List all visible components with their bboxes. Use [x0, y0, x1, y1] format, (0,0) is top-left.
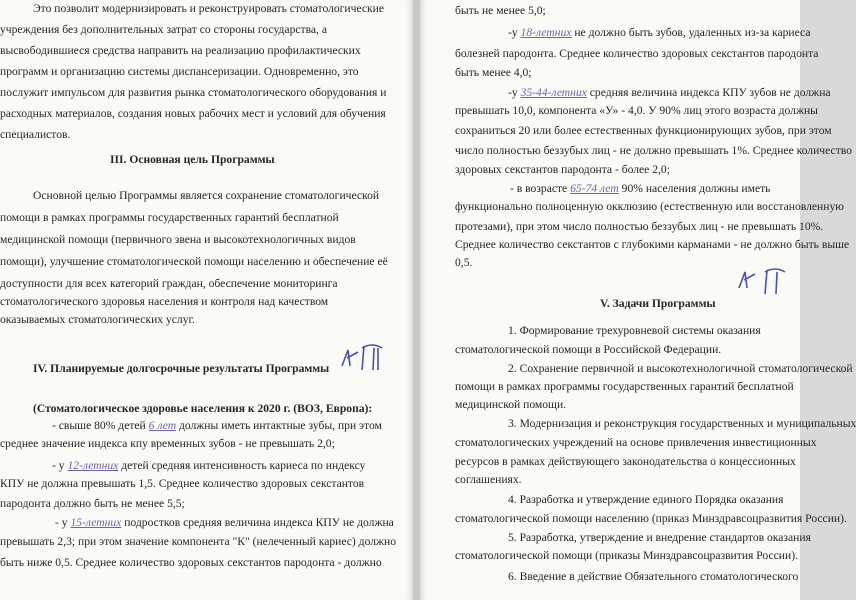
section-subtitle: (Стоматологическое здоровье населения к 2020 г. (ВОЗ, Европа):: [33, 402, 373, 415]
result-line: быть ниже 0,5. Среднее количество здоровых секстантов пародонта - должно: [0, 556, 382, 569]
text-line: расходных материалов, создания новых рабочих мест и условий для обучения: [0, 107, 386, 120]
text-line: Среднее количество секстантов с глубокими карманами - не должно быть выше: [455, 238, 850, 251]
result-line: - у 12-летних детей средняя интенсивность кариеса по индексу: [52, 459, 366, 472]
task-line: помощи в рамках программы государственных гарантий бесплатной: [455, 380, 794, 393]
text-line: протезами), при этом число полностью беззубых лиц - не превышать 10%.: [455, 220, 824, 233]
text-line: специалистов.: [0, 128, 71, 141]
text-line: 0,5.: [455, 256, 473, 269]
task-line: 5. Разработка, утверждение и внедрение стандартов оказания: [508, 531, 811, 544]
text-line: быть не менее 5,0;: [455, 4, 546, 17]
text-line: доступности для всех категорий граждан, обеспечение мониторинга: [0, 277, 338, 290]
text-line: число полностью беззубых лиц - не должно превышать 1%. Среднее количество: [455, 144, 852, 157]
task-line: стоматологической помощи населению (приказ Минздравсоцразвития России).: [455, 512, 847, 525]
task-line: стоматологических учреждений на основе привлечения инвестиционных: [455, 436, 817, 449]
result-line: - свыше 80% детей 6 лет должны иметь интактные зубы, при этом: [52, 419, 382, 432]
text-line: стоматологического здоровья населения и контроля над качеством: [0, 295, 329, 308]
text-line: Основной целью Программы является сохранение стоматологической: [33, 189, 380, 202]
section-heading: V. Задачи Программы: [600, 297, 716, 310]
result-line: среднее значение индекса кпу временных зубов - не превышать 2,0;: [0, 437, 335, 450]
task-line: стоматологической помощи в Российской Федерации.: [455, 343, 722, 356]
text-line: здоровых секстантов пародонта - более 2,0;: [455, 163, 670, 176]
task-line: 1. Формирование трехуровневой системы оказания: [508, 324, 761, 337]
task-line: 3. Модернизация и реконструкция государственных и муниципальных: [508, 417, 856, 430]
task-line: ресурсов в рамках действующего законодательства о концессионных: [455, 455, 796, 468]
task-line: медицинской помощи.: [455, 398, 567, 411]
text-line: высвободившиеся средства направить на реализацию профилактических: [0, 44, 361, 57]
task-line: 6. Введение в действие Обязательного стоматологического: [508, 570, 799, 583]
text-line: оказываемых стоматологических услуг.: [0, 313, 195, 326]
result-line: - у 15-летних подростков средняя величина индекса КПУ не должна: [55, 516, 394, 529]
result-line: -у 35-44-летних средняя величина индекса КПУ зубов не должна: [508, 86, 831, 99]
text-line: помощи), улучшение стоматологической помощи населению и обеспечение её: [0, 255, 388, 268]
text-line: учреждения без дополнительных затрат со стороны государства, а: [0, 23, 327, 36]
page-gutter: [413, 0, 420, 600]
section-heading: IV. Планируемые долгосрочные результаты Программы: [33, 362, 330, 375]
section-heading: III. Основная цель Программы: [110, 153, 275, 166]
result-line: - в возрасте 65-74 лет 90% населения должны иметь: [510, 182, 771, 195]
text-line: программ и организацию системы диспансеризации. Одновременно, это: [0, 65, 359, 78]
text-line: функционально полноценную окклюзию (естественную или восстановленную: [455, 200, 844, 213]
text-line: сохраниться 20 или более естественных функционирующих зубов, при этом: [455, 124, 832, 137]
task-line: 2. Сохранение первичной и высокотехнологичной стоматологической: [508, 362, 853, 375]
text-line: медицинской помощи (первичного звена и высокотехнологичных видов: [0, 233, 356, 246]
result-line: -у 18-летних не должно быть зубов, удаленных из-за кариеса: [508, 26, 811, 39]
result-line: КПУ не должна превышать 1,5. Среднее количество здоровых секстантов: [0, 477, 365, 490]
task-line: соглашениях.: [455, 473, 522, 486]
task-line: 4. Разработка и утверждение единого Порядка оказания: [508, 493, 784, 506]
task-line: стоматологической помощи (приказы Минздравсоцразвития России).: [455, 549, 798, 562]
left-page: [0, 0, 413, 600]
handwritten-signature-icon: [338, 340, 388, 374]
result-line: пародонта должно быть не менее 5,5;: [0, 497, 185, 510]
result-line: превышать 2,3; при этом значение компонента "К" (нелеченный кариес) должно: [0, 535, 397, 548]
text-line: помощи в рамках программы государственных гарантий бесплатной: [0, 211, 339, 224]
handwritten-signature-icon: [735, 264, 785, 298]
right-page: [420, 0, 856, 600]
text-line: болезней пародонта. Среднее количество здоровых секстантов пародонта: [455, 47, 819, 60]
text-line: быть менее 4,0;: [455, 66, 532, 79]
text-line: Это позволит модернизировать и реконструировать стоматологические: [33, 2, 385, 15]
text-line: послужит импульсом для развития рынка стоматологического оборудования и: [0, 86, 387, 99]
text-line: превышать 10,0, компонента «У» - 4,0. У 90% лиц этого возраста должны: [455, 104, 818, 117]
